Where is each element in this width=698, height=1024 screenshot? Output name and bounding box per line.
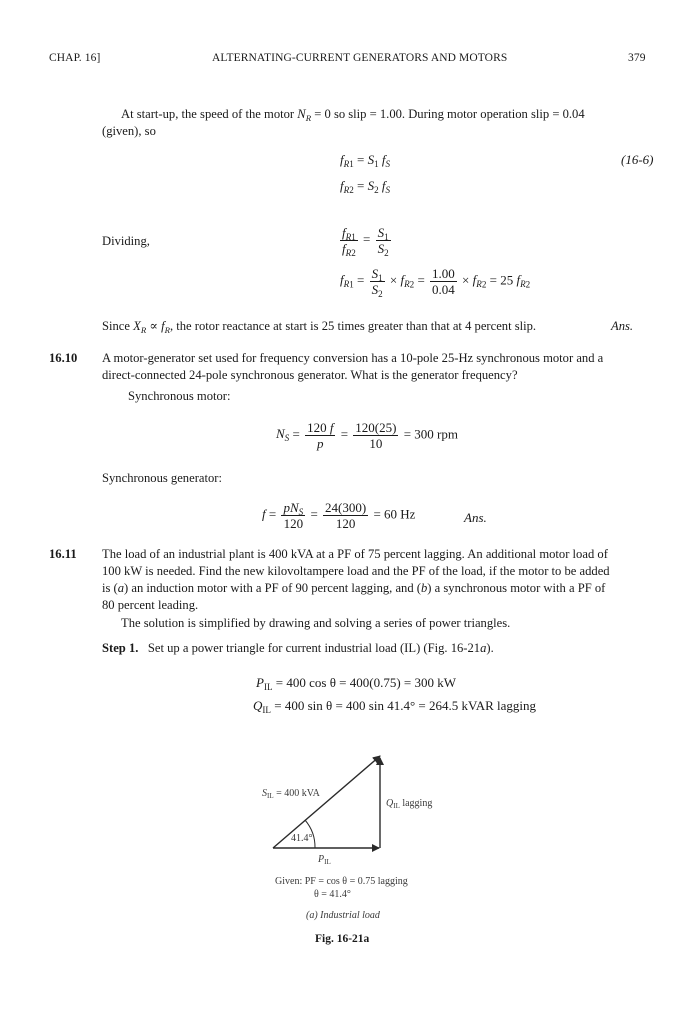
eq-ns: $N_S$ = $\frac{120 f}{p}$ = $\frac{120(25)}{10}$ = 300 rpm [276, 420, 458, 451]
intro-line-1: At start-up, the speed of the motor $N_R = 0$ so slip = 1.00. During motor operation slip = 0.04 [121, 107, 585, 123]
ns-result: = 300 rpm [403, 426, 458, 442]
problem-16-11-line-5: The solution is simplified by drawing and solving a series of power triangles. [121, 616, 511, 630]
synchronous-generator-label: Synchronous generator: [102, 471, 222, 485]
problem-16-11-line-1: The load of an industrial plant is 400 kVA at a PF of 75 percent lagging. An additional motor load of [102, 547, 608, 561]
chapter-label: CHAP. 16] [49, 52, 101, 64]
line3-a: is ( [102, 581, 118, 595]
eq-reference: (16-6) [621, 152, 654, 167]
intro-text-b: so slip = 1.00. During motor operation slip = 0.04 [333, 107, 585, 121]
dividing-label: Dividing, [102, 234, 150, 248]
line3-b: ) an induction motor with a PF of 90 percent lagging, and ( [124, 581, 421, 595]
line3-c: ) a synchronous motor with a PF of [427, 581, 606, 595]
step-1-label: Step 1. [102, 641, 139, 655]
running-title: ALTERNATING-CURRENT GENERATORS AND MOTORS [212, 52, 508, 64]
s-il-label: $S_{IL} = 400$ kVA [262, 788, 320, 800]
p-il-eq: = 400 cos θ = 400(0.75) = 300 kW [275, 675, 457, 690]
eq-fr1: $f_{R1} = S_1$ $f_S$ [340, 152, 391, 169]
step-1-text: Set up a power triangle for current industrial load (IL) (Fig. 16-21 [147, 641, 481, 655]
eq-f: f = $\frac{pN_S}{120}$ = $\frac{24(300)}{120}$ = 60 Hz [262, 500, 416, 531]
problem-16-11-line-2: 100 kW is needed. Find the new kilovoltampere load and the PF of the load, if the motor to be added [102, 564, 610, 578]
since-line: Since $X_R \propto f_R$, the rotor reactance at start is 25 times greater than that at 4 percent slip. [102, 319, 537, 335]
step-1: Step 1. Set up a power triangle for current industrial load (IL) (Fig. 16-21a). [102, 641, 494, 655]
f-result: = 60 Hz [373, 506, 416, 522]
problem-16-11-line-4: 80 percent leading. [102, 598, 199, 612]
eq-fr1-result: $f_{R1}$ = $\frac{S_1}{S_2}$ × $f_{R2}$ = $\frac{1.00}{0.04}$ × $f_{R2} = 25$ $f_{R2}$ [340, 266, 531, 299]
problem-number-16-11: 16.11 [49, 547, 77, 561]
ans-1: Ans. [611, 319, 634, 333]
fig-subcaption: (a) Industrial load [306, 910, 380, 921]
ans-2: Ans. [464, 510, 487, 525]
intro-text-a: At start-up, the speed of the motor [121, 107, 295, 121]
eq-p-il: $P_{IL} = 400$ cos θ = 400(0.75) = 300 kW [256, 675, 457, 692]
problem-number-16-10: 16.10 [49, 351, 78, 365]
step-1-end: ). [486, 641, 494, 655]
q-il-label: $Q_{IL}$ lagging [386, 798, 433, 810]
problem-16-10-line-1: A motor-generator set used for frequency conversion has a 10-pole 25-Hz synchronous motor and a [102, 351, 604, 365]
q-il-eq: = 400 sin θ = 400 sin 41.4° = 264.5 kVAR lagging [274, 698, 537, 713]
eq-ratio: $\frac{f_{R1}}{f_{R2}}$ = $\frac{S_1}{S_2}$ [342, 225, 389, 258]
intro-line-2: (given), so [102, 124, 156, 138]
given-line-1: Given: PF = cos θ = 0.75 lagging [275, 876, 408, 887]
problem-16-11-line-3: is (a) an induction motor with a PF of 90 percent lagging, and (b) a synchronous motor with a PF of [102, 581, 606, 595]
given-line-2: θ = 41.4° [314, 889, 351, 900]
s-vector-line [273, 756, 380, 848]
problem-16-10-line-2: direct-connected 24-pole synchronous generator. What is the generator frequency? [102, 368, 518, 382]
since-text-a: Since [102, 319, 130, 333]
synchronous-motor-label: Synchronous motor: [128, 389, 231, 403]
eq-fr2: $f_{R2} = S_2$ $f_S$ [340, 178, 391, 195]
page-number: 379 [628, 52, 646, 64]
angle-label: 41.4° [291, 833, 313, 844]
since-text-b: , the rotor reactance at start is 25 times greater than that at 4 percent slip. [169, 319, 537, 333]
eq-q-il: $Q_{IL} = 400$ sin θ = 400 sin 41.4° = 264.5 kVAR lagging [253, 698, 537, 715]
fig-caption: Fig. 16-21a [315, 933, 370, 945]
p-il-label: $P_{IL}$ [318, 854, 331, 866]
